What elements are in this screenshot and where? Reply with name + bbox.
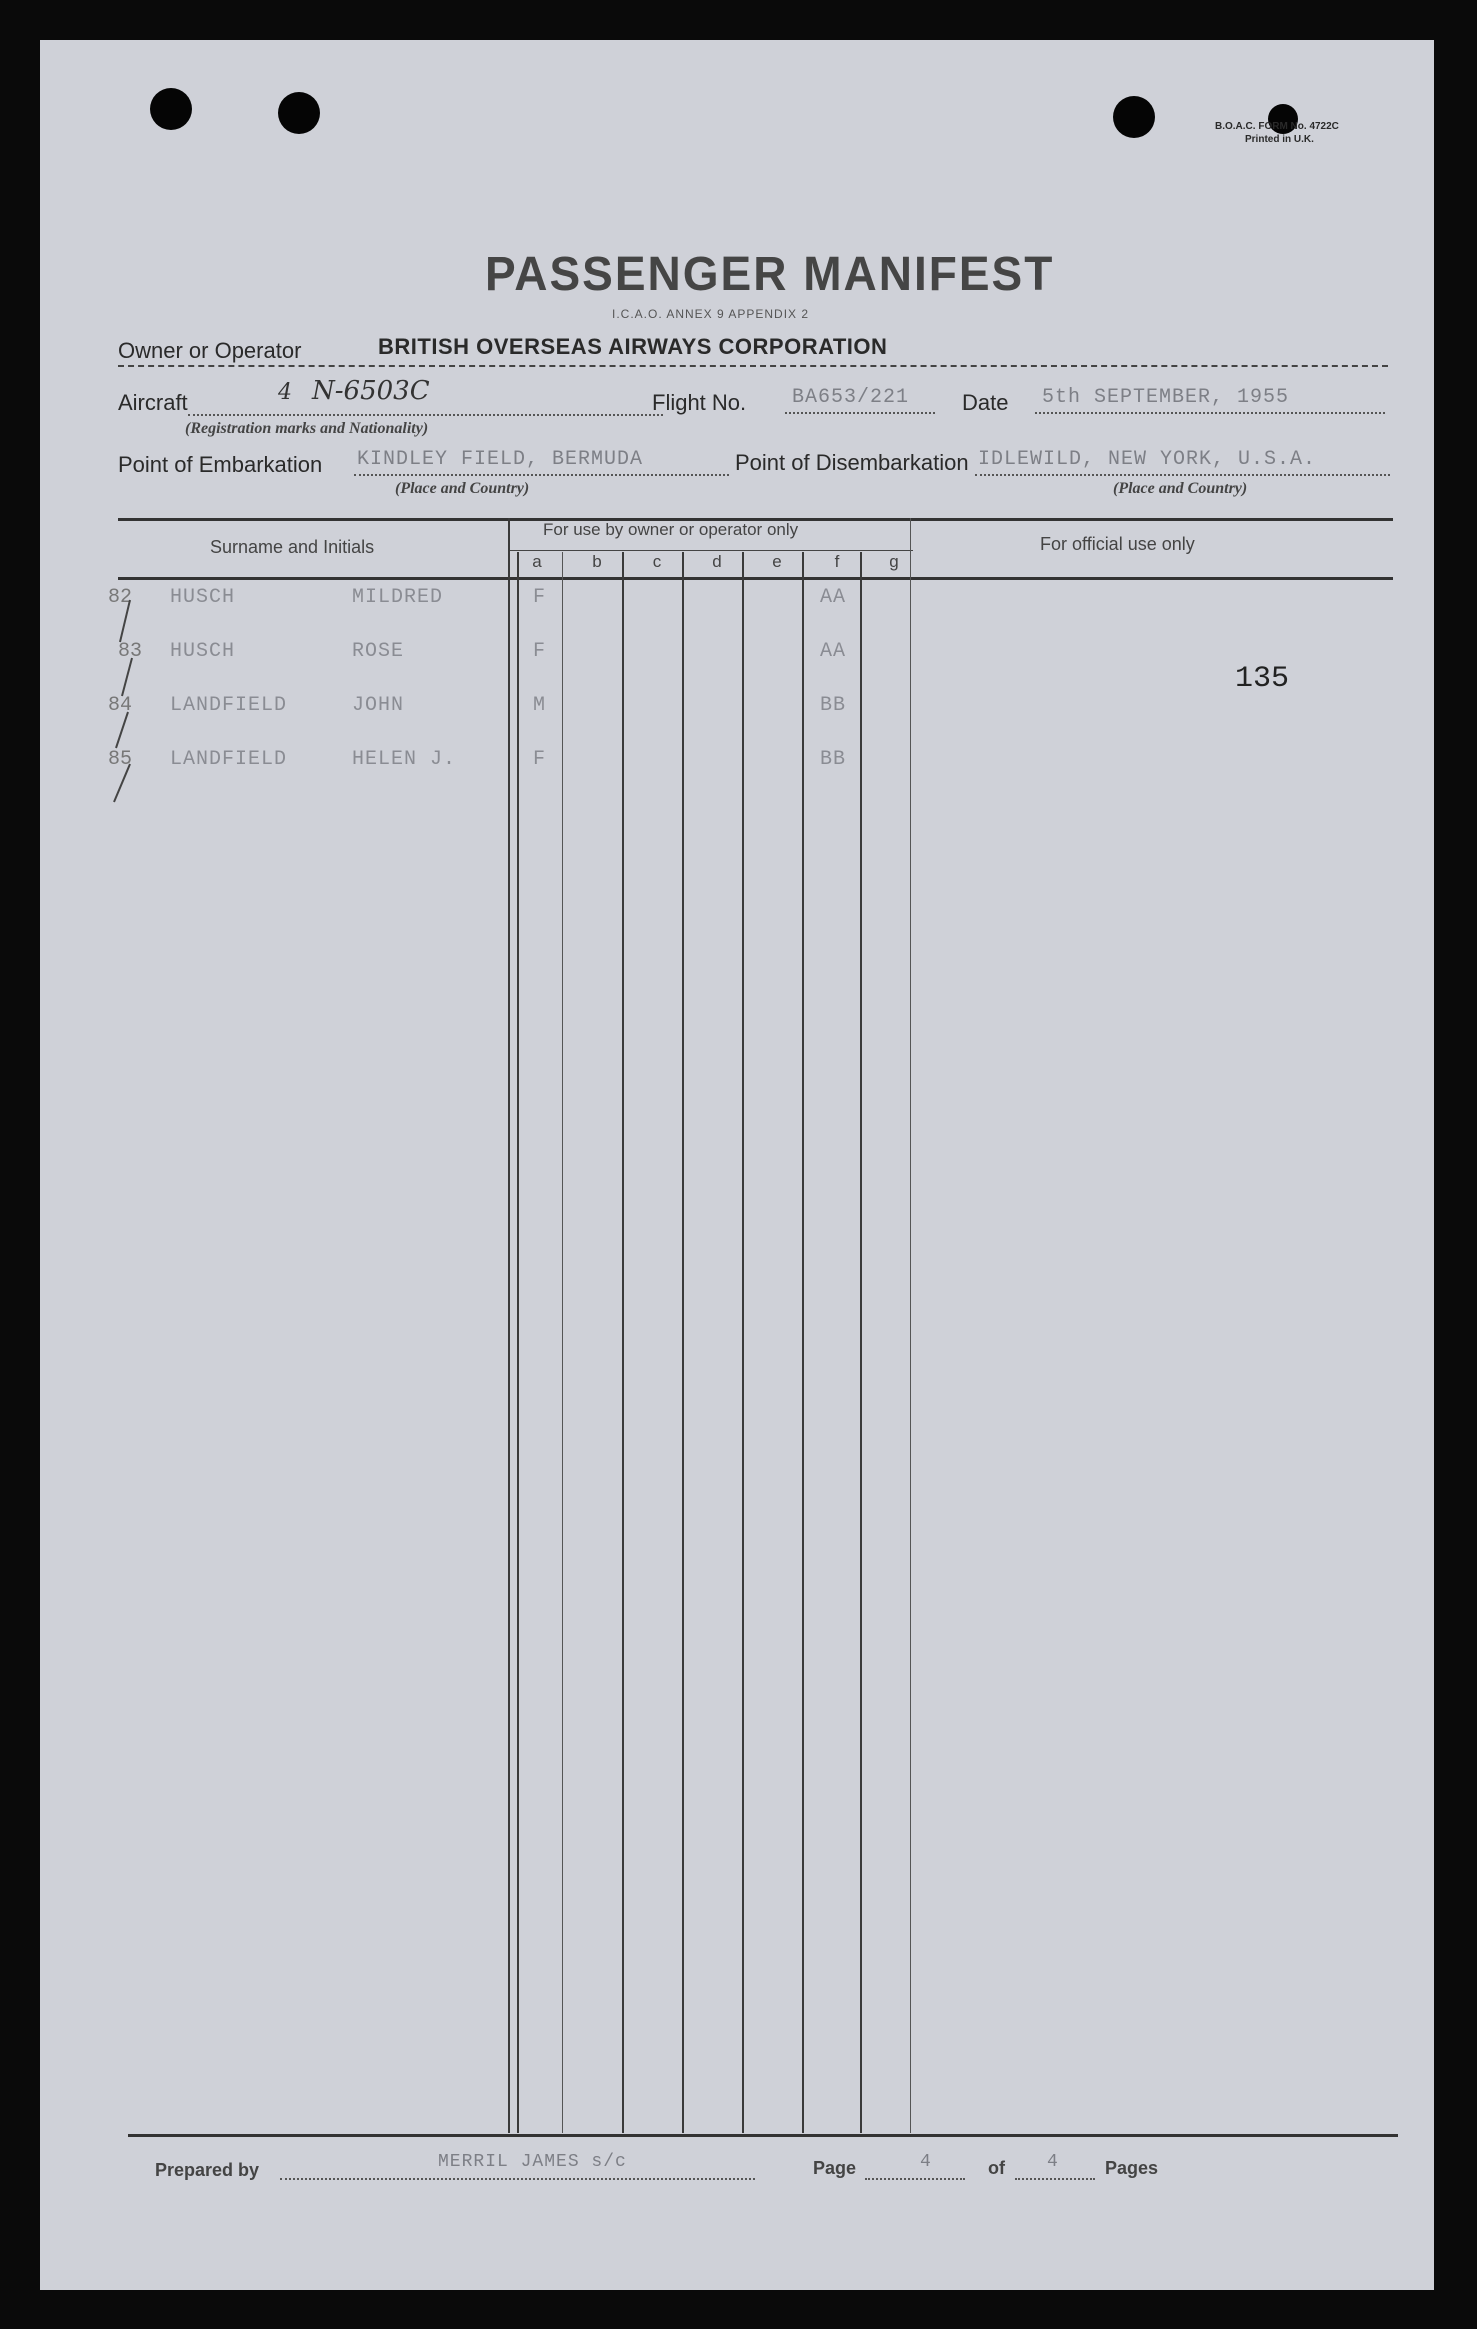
form-number-block <box>1215 120 1339 146</box>
row-col-a: F <box>533 640 547 663</box>
row-given: JOHN <box>352 694 405 717</box>
disembark-value: IDLEWILD, NEW YORK, U.S.A. <box>978 448 1317 471</box>
row-col-f: AA <box>820 586 847 609</box>
aircraft-prefix: 4 <box>278 380 292 405</box>
row-col-f: BB <box>820 694 847 717</box>
row-surname: LANDFIELD <box>170 748 288 771</box>
row-surname: HUSCH <box>170 640 236 663</box>
row-given: ROSE <box>352 640 405 663</box>
col-c: c <box>652 552 662 571</box>
footer-rule <box>128 2134 1398 2137</box>
disembark-caption: (Place and Country) <box>1113 480 1248 497</box>
punch-hole-left-1 <box>150 88 192 130</box>
pages-label: Pages <box>1105 2158 1159 2178</box>
page-subtitle: I.C.A.O. ANNEX 9 APPENDIX 2 <box>612 307 810 321</box>
aircraft-label: Aircraft <box>118 390 188 415</box>
page-title: PASSENGER MANIFEST <box>485 245 1055 301</box>
form-number: B.O.A.C. FORM No. 4722C <box>1215 121 1339 132</box>
owner-use-header: For use by owner or operator only <box>543 520 799 539</box>
handwritten-check-marks <box>100 580 150 810</box>
owner-value: BRITISH OVERSEAS AIRWAYS CORPORATION <box>378 334 888 359</box>
date-value: 5th SEPTEMBER, 1955 <box>1042 386 1290 409</box>
col-b: b <box>592 552 602 571</box>
official-header: For official use only <box>1040 534 1195 554</box>
date-label: Date <box>962 390 1009 415</box>
aircraft-value: N-6503C <box>312 376 430 406</box>
form-printed: Printed in U.K. <box>1245 134 1314 145</box>
row-surname: HUSCH <box>170 586 236 609</box>
row-col-a: F <box>533 748 547 771</box>
punch-hole-left-2 <box>278 92 320 134</box>
flight-label: Flight No. <box>652 390 747 415</box>
table-header-rule <box>118 577 1393 580</box>
manifest-page <box>40 40 1434 2290</box>
owner-label: Owner or Operator <box>118 338 302 363</box>
row-col-a: M <box>533 694 547 717</box>
embark-label: Point of Embarkation <box>118 452 323 477</box>
row-number: 83 <box>118 640 143 663</box>
col-e: e <box>772 552 782 571</box>
punch-hole-right <box>1113 96 1155 138</box>
col-a: a <box>532 552 542 571</box>
row-col-f: AA <box>820 640 847 663</box>
prepared-value: MERRIL JAMES s/c <box>438 2152 627 2172</box>
col-f: f <box>834 552 840 571</box>
row-given: HELEN J. <box>352 748 457 771</box>
prepared-label: Prepared by <box>155 2160 260 2180</box>
row-col-a: F <box>533 586 547 609</box>
embark-value: KINDLEY FIELD, BERMUDA <box>357 448 644 471</box>
col-d: d <box>712 552 722 571</box>
of-value: 4 <box>1047 2152 1059 2172</box>
surname-header: Surname and Initials <box>210 537 375 557</box>
row-col-f: BB <box>820 748 847 771</box>
embark-caption: (Place and Country) <box>395 480 530 497</box>
row-number: 85 <box>108 748 133 771</box>
row-number: 84 <box>108 694 133 717</box>
page-label: Page <box>813 2158 857 2178</box>
aircraft-caption: (Registration marks and Nationality) <box>185 420 429 437</box>
official-number: 135 <box>1235 662 1290 696</box>
row-given: MILDRED <box>352 586 444 609</box>
row-number: 82 <box>108 586 133 609</box>
of-label: of <box>988 2158 1005 2178</box>
page-value: 4 <box>920 2152 932 2172</box>
flight-value: BA653/221 <box>792 386 910 409</box>
col-g: g <box>889 552 899 571</box>
row-surname: LANDFIELD <box>170 694 288 717</box>
disembark-label: Point of Disembarkation <box>735 450 969 475</box>
